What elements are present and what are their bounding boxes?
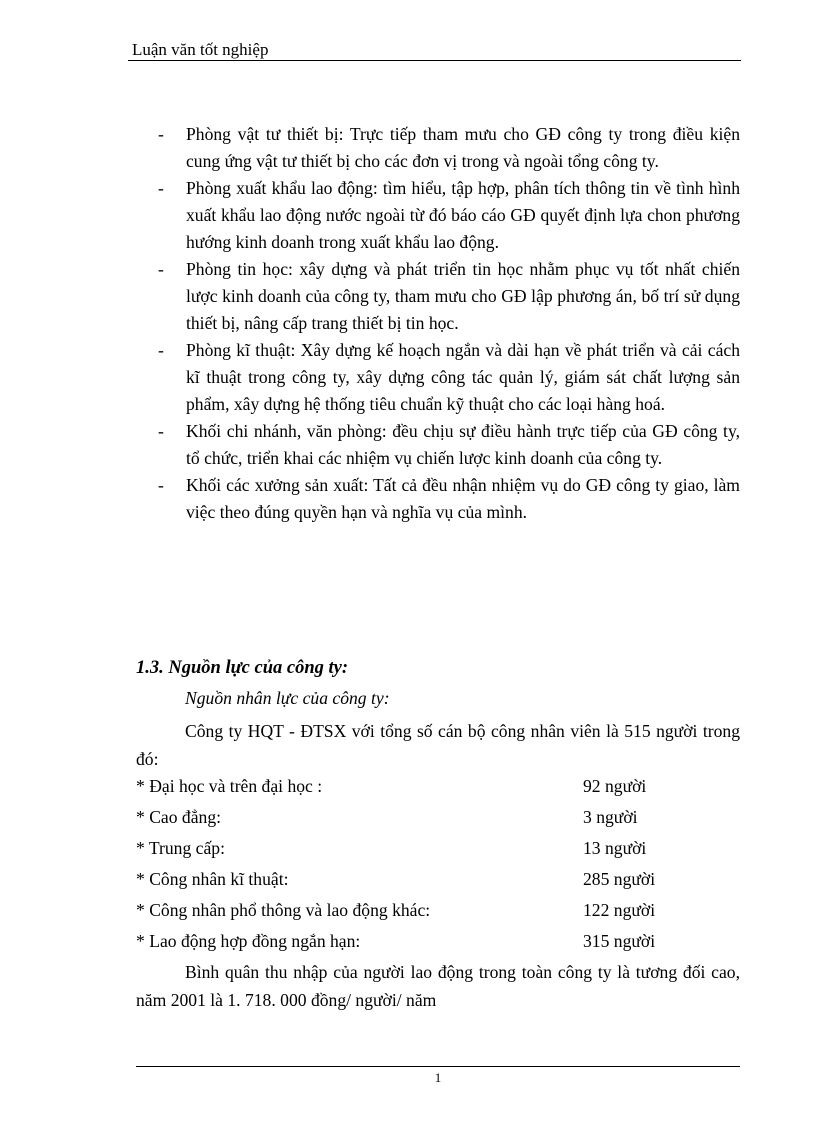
bullet-marker: -	[158, 124, 164, 144]
stat-label: * Trung cấp:	[136, 838, 225, 858]
page-number: 1	[434, 1070, 442, 1085]
stat-value: 13 người	[583, 838, 647, 858]
stat-row	[136, 896, 740, 927]
list-item-text: Phòng xuất khẩu lao động: tìm hiểu, tập hợp, phân tích thông tin về tình hình xuất khẩu lao động nước ngoài từ đó báo cáo GĐ quyết định lựa chon phương hướng kinh doanh trong xuất khẩu lao động.	[186, 178, 740, 252]
stat-value: 315 người	[583, 931, 656, 951]
stat-row	[136, 927, 740, 958]
stat-label: * Cao đẳng:	[136, 807, 222, 827]
bullet-marker: -	[158, 340, 164, 360]
section-heading: 1.3. Nguồn lực của công ty:	[136, 658, 349, 678]
stat-label: * Công nhân phổ thông và lao động khác:	[136, 900, 431, 920]
list-item-text: Phòng vật tư thiết bị: Trực tiếp tham mưu cho GĐ công ty trong điều kiện cung ứng vật tư thiết bị cho các đơn vị trong và ngoài tổng công ty.	[186, 124, 740, 171]
bullet-marker: -	[158, 475, 164, 495]
list-item-text: Khối chi nhánh, văn phòng: đều chịu sự điều hành trực tiếp của GĐ công ty, tổ chức, triển khai các nhiệm vụ chiến lược kinh doanh của công ty.	[186, 421, 740, 468]
stat-label: * Công nhân kĩ thuật:	[136, 869, 289, 889]
list-item	[158, 418, 740, 472]
department-list	[158, 121, 740, 526]
stat-value: 92 người	[583, 776, 647, 796]
bullet-marker: -	[158, 259, 164, 279]
staff-statistics	[136, 772, 740, 958]
income-paragraph: Bình quân thu nhập của người lao động trong toàn công ty là tương đối cao, năm 2001 là 1. 718. 000 đồng/ người/ năm	[136, 962, 740, 1010]
running-header: Luận văn tốt nghiệp	[132, 40, 269, 59]
stat-value: 285 người	[583, 869, 656, 889]
list-item-text: Phòng kĩ thuật: Xây dựng kế hoạch ngắn và dài hạn về phát triển và cải cách kĩ thuật trong công ty, xây dựng công tác quản lý, giám sát chất lượng sản phẩm, xây dựng hệ thống tiêu chuẩn kỹ thuật cho các loại hàng hoá.	[186, 340, 740, 414]
list-item	[158, 256, 740, 337]
stat-row	[136, 865, 740, 896]
list-item	[158, 121, 740, 175]
stat-row	[136, 834, 740, 865]
stat-row	[136, 803, 740, 834]
bullet-marker: -	[158, 421, 164, 441]
intro-paragraph: Công ty HQT - ĐTSX với tổng số cán bộ công nhân viên là 515 người trong đó:	[136, 721, 740, 769]
list-item	[158, 337, 740, 418]
list-item-text: Khối các xưởng sản xuất: Tất cả đều nhận nhiệm vụ do GĐ công ty giao, làm việc theo đúng quyền hạn và nghĩa vụ của mình.	[186, 475, 740, 522]
stat-label: * Đại học và trên đại học :	[136, 776, 323, 796]
stat-value: 122 người	[583, 900, 656, 920]
stat-label: * Lao động hợp đồng ngắn hạn:	[136, 931, 361, 951]
list-item	[158, 175, 740, 256]
bullet-marker: -	[158, 178, 164, 198]
stat-value: 3 người	[583, 807, 638, 827]
header-divider	[128, 60, 741, 61]
stat-row	[136, 772, 740, 803]
list-item	[158, 472, 740, 526]
section-subheading: Nguồn nhân lực của công ty:	[185, 688, 390, 708]
footer-divider	[136, 1066, 740, 1067]
list-item-text: Phòng tin học: xây dựng và phát triển tin học nhằm phục vụ tốt nhất chiến lược kinh doanh của công ty, tham mưu cho GĐ lập phương án, bố trí sử dụng thiết bị, nâng cấp trang thiết bị tin học.	[186, 259, 740, 333]
